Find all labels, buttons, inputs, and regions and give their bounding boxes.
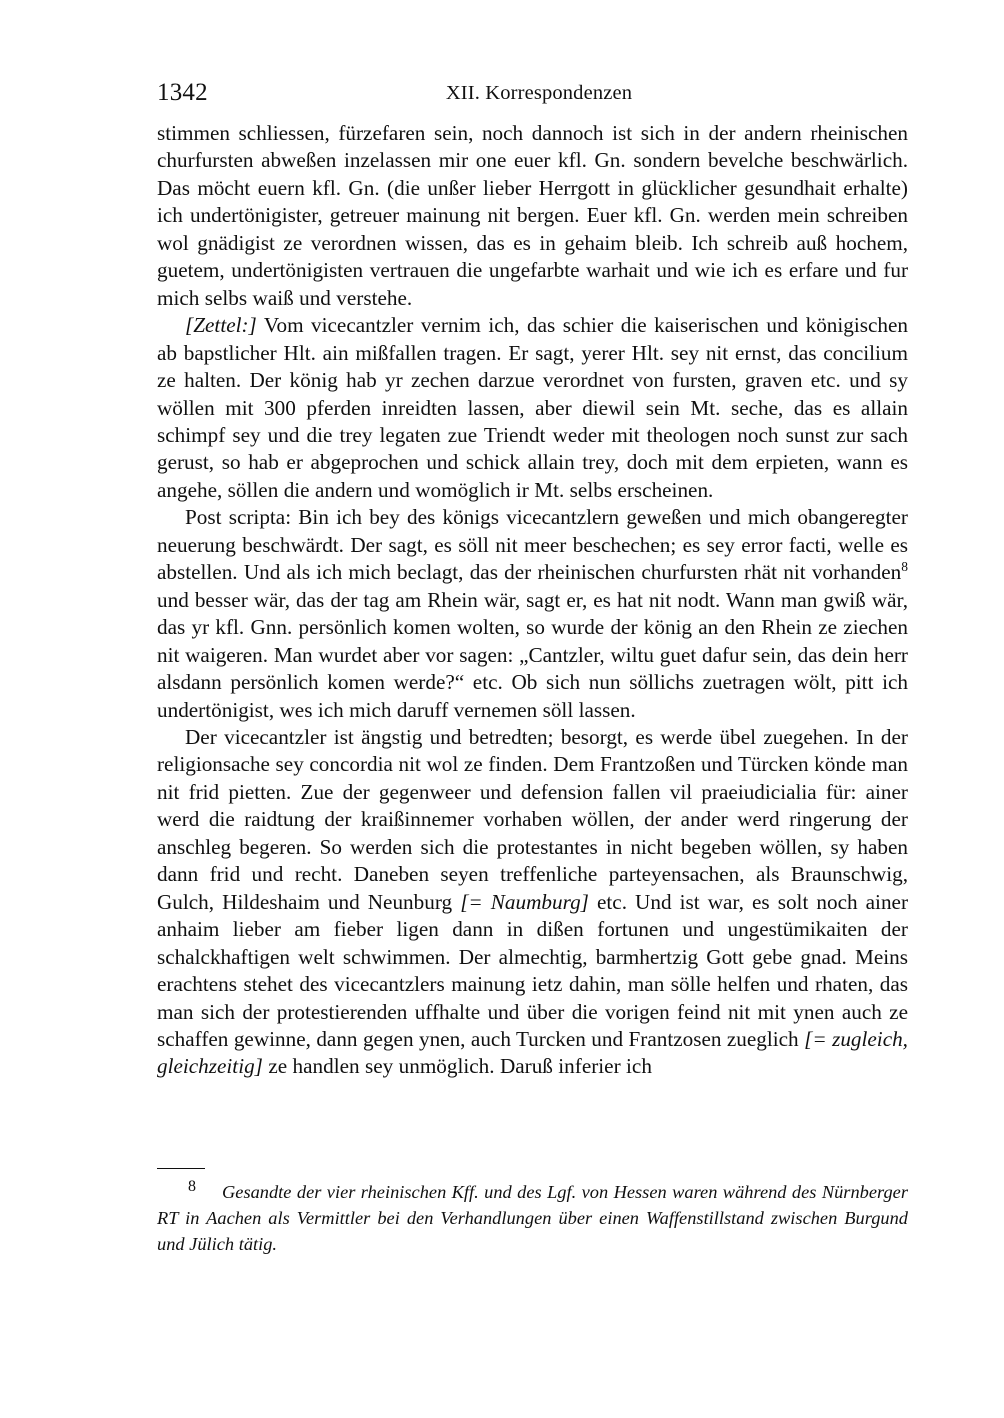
paragraph-text: Vom vicecantzler vernim ich, das schier die kaiserischen und königischen ab bapstlicher Hlt. ain mißfallen tragen. Er sagt, yerer Hlt. sey nit ernst, das concilium ze halten. Der könig hab yr zechen darzue verordnet von fursten, graven etc. und sy wöllen mit 300 pferden inreidten lassen, aber diewil sein Mt. seche, das es allain schimpf sey und die trey legaten zue Triendt weder mit theologen noch sunst zur sach gerust, so hab er abgeprochen und schick allain trey, doch mit dem erpieten, wann es angehe, söllen die andern und womöglich ir Mt. selbs erscheinen. xyxy=(157,313,908,502)
paragraph-zettel xyxy=(157,312,908,504)
running-head xyxy=(157,78,908,108)
paragraph-opening xyxy=(157,120,908,312)
page-folio-number: 1342 xyxy=(157,79,208,106)
paragraph-text-part-2: etc. Und ist war, es solt noch ainer anhaim lieber am fieber ligen dann in dißen fortunen und ungestümikaiten der schalckhaftigen welt schwimmen. Der almechtig, barmhertzig Gott gebe gnad. Meins erachtens stehet des vicecantzlers mainung ietz dahin, man sölle helfen und rhaten, das man sich der protestierenden uffhalte und über die vorigen feind nit mit ynen auch ze schaffen gewinne, dann gegen ynen, auch Turcken und Frantzosen zueglich xyxy=(157,889,908,1051)
body-text-block xyxy=(157,120,908,1081)
paragraph-text-part-3: ze handlen sey unmöglich. Daruß inferier ich xyxy=(262,1054,652,1079)
footnote-entry xyxy=(157,1180,908,1257)
footnote-text: Gesandte der vier rheinischen Kff. und des Lgf. von Hessen waren während des Nürnberger RT in Aachen als Vermittler bei den Verhandlungen über einen Waffenstillstand zwischen Burgund und Jülich tätig. xyxy=(157,1182,908,1254)
paragraph-text-before-footnote-ref: Post scripta: Bin ich bey des königs vicecantzlern geweßen und mich obangeregter neuerung beschwärdt. Der sagt, es söll nit meer beschechen; es sey error facti, welle es abstellen. Und als ich mich beclagt, das der rheinischen churfursten rhät nit vorhanden xyxy=(157,505,908,585)
running-head-title: XII. Korrespondenzen xyxy=(445,82,633,104)
paragraph-post-scripta xyxy=(157,504,908,724)
editorial-gloss-naumburg: [= Naumburg] xyxy=(460,889,589,914)
paragraph-text: stimmen schliessen, fürzefaren sein, noch dannoch ist sich in der andern rheinischen churfursten abweßen inzelassen mir one euer kfl. Gn. sondern bevelche beschwärlich. Das möcht euern kfl. Gn. (die unßer lieber Herrgott in glücklicher gesundhait erhalte) ich undertönigister, getreuer mainung nit bergen. Euer kfl. Gn. werden mein schreiben wol gnädigist ze verordnen wissen, das es in gehaim bleib. Ich schreib auß hochem, guetem, undertönigisten vertrauen die ungefarbte warhait und wie ich es erfare und fur mich selbs waiß und verstehe. xyxy=(157,121,908,310)
zettel-marker: [Zettel:] xyxy=(185,313,257,338)
footnote-apparatus xyxy=(157,1168,908,1257)
paragraph-text-part-1: Der vicecantzler ist ängstig und betredten; besorgt, es werde übel zuegehen. In der religionsache sey concordia nit wol ze finden. Dem Frantzoßen und Türcken könde man nit frid pietten. Zue der gegenweer und defension fallen vil praeiudicialia für: ainer werd die raidtung der kraißinnemer vorhaben wöllen, der ander werd ringerung der anschleg begeren. So werden sich die protestantes in nicht begeben wöllen, sy haben dann frid und recht. Daneben seyen treffenliche parteyensachen, als Braunschwig, Gulch, Hildeshaim und Neunburg xyxy=(157,724,908,914)
footnote-number: 8 xyxy=(188,1178,196,1196)
paragraph-text-after-footnote-ref: und besser wär, das der tag am Rhein wär, sagt er, es hat nit nodt. Wann man gwiß wär, das yr kfl. Gnn. persönlich komen wolten, so wurde der könig an den Rhein ze ziechen nit waigeren. Man wurdet aber vor sagen: „Cantzler, wiltu guet dafur sein, das dein herr alsdann persönlich komen werde?“ etc. Ob sich nun söllichs zuetragen wölt, pitt ich undertönigist, wes ich mich daruff vernemen söll lassen. xyxy=(157,587,908,722)
paragraph-vicecantzler xyxy=(157,724,908,1081)
footnote-separator-rule xyxy=(157,1168,205,1169)
editorial-gloss-zugleich: [= zugleich, gleichzeitig] xyxy=(157,1026,908,1079)
footnote-reference-8[interactable]: 8 xyxy=(901,559,908,575)
